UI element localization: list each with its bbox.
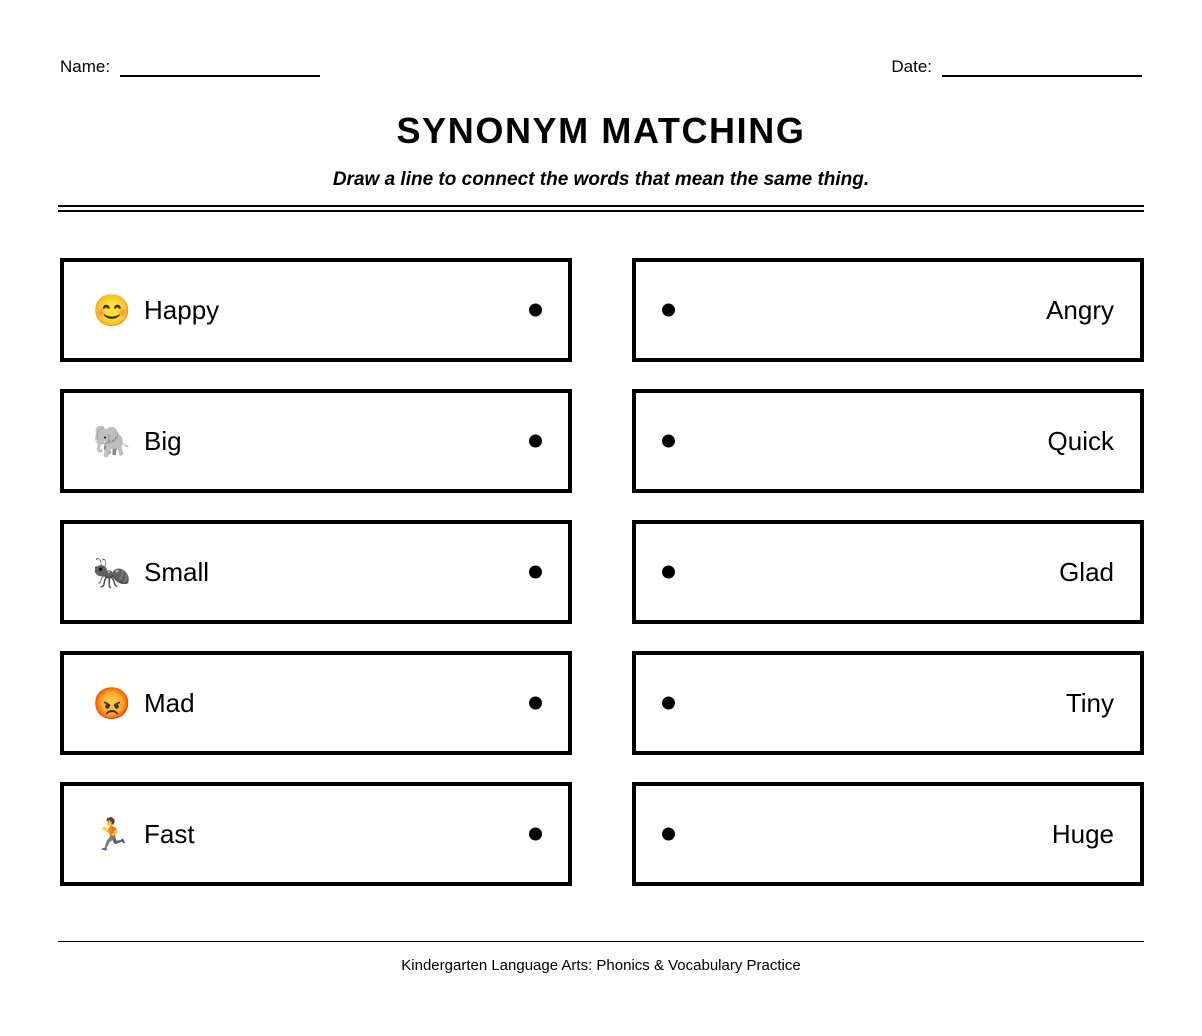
word-label: Happy bbox=[144, 295, 220, 325]
match-card-left[interactable] bbox=[60, 258, 572, 362]
ant-icon: 🐜 bbox=[92, 554, 132, 590]
running-person-icon: 🏃 bbox=[92, 816, 132, 852]
match-card-left[interactable] bbox=[60, 651, 572, 755]
elephant-icon: 🐘 bbox=[92, 423, 132, 459]
word-label: Small bbox=[144, 557, 210, 587]
right-word-column bbox=[632, 258, 1144, 886]
date-input[interactable] bbox=[942, 58, 1142, 77]
match-card-left[interactable] bbox=[60, 782, 572, 886]
match-card-left[interactable] bbox=[60, 389, 572, 493]
date-label: Date: bbox=[891, 57, 932, 76]
word-label: Huge bbox=[1051, 819, 1114, 849]
left-word-column bbox=[60, 258, 572, 886]
page-subtitle: Draw a line to connect the words that mean the same thing. bbox=[332, 169, 870, 190]
word-label: Glad bbox=[1059, 557, 1114, 587]
connector-dot[interactable] bbox=[662, 697, 675, 710]
angry-face-icon: 😡 bbox=[92, 685, 132, 721]
connector-dot[interactable] bbox=[529, 304, 542, 317]
page-title: SYNONYM MATCHING bbox=[396, 110, 806, 151]
smiling-face-icon: 😊 bbox=[92, 292, 132, 328]
student-info-row bbox=[60, 57, 1142, 77]
footer-divider bbox=[58, 941, 1144, 942]
word-label: Tiny bbox=[1065, 688, 1114, 718]
connector-dot[interactable] bbox=[529, 566, 542, 579]
word-label: Mad bbox=[144, 688, 195, 718]
connector-dot[interactable] bbox=[529, 435, 542, 448]
header-divider bbox=[58, 205, 1144, 212]
match-card-right[interactable] bbox=[632, 520, 1144, 624]
name-label: Name: bbox=[60, 57, 111, 76]
word-label: Angry bbox=[1046, 295, 1114, 325]
match-card-right[interactable] bbox=[632, 389, 1144, 493]
match-card-right[interactable] bbox=[632, 258, 1144, 362]
match-card-right[interactable] bbox=[632, 782, 1144, 886]
connector-dot[interactable] bbox=[662, 566, 675, 579]
connector-dot[interactable] bbox=[662, 304, 675, 317]
word-label: Fast bbox=[144, 819, 195, 849]
connector-dot[interactable] bbox=[529, 828, 542, 841]
name-input[interactable] bbox=[120, 58, 320, 77]
word-label: Big bbox=[144, 426, 182, 456]
name-field-group bbox=[60, 57, 320, 77]
match-card-left[interactable] bbox=[60, 520, 572, 624]
word-label: Quick bbox=[1047, 426, 1114, 456]
match-card-right[interactable] bbox=[632, 651, 1144, 755]
date-field-group bbox=[891, 57, 1142, 77]
connector-dot[interactable] bbox=[529, 697, 542, 710]
matching-activity bbox=[60, 258, 1144, 886]
connector-dot[interactable] bbox=[662, 435, 675, 448]
connector-dot[interactable] bbox=[662, 828, 675, 841]
footer-caption: Kindergarten Language Arts: Phonics & Vocabulary Practice bbox=[401, 957, 801, 974]
